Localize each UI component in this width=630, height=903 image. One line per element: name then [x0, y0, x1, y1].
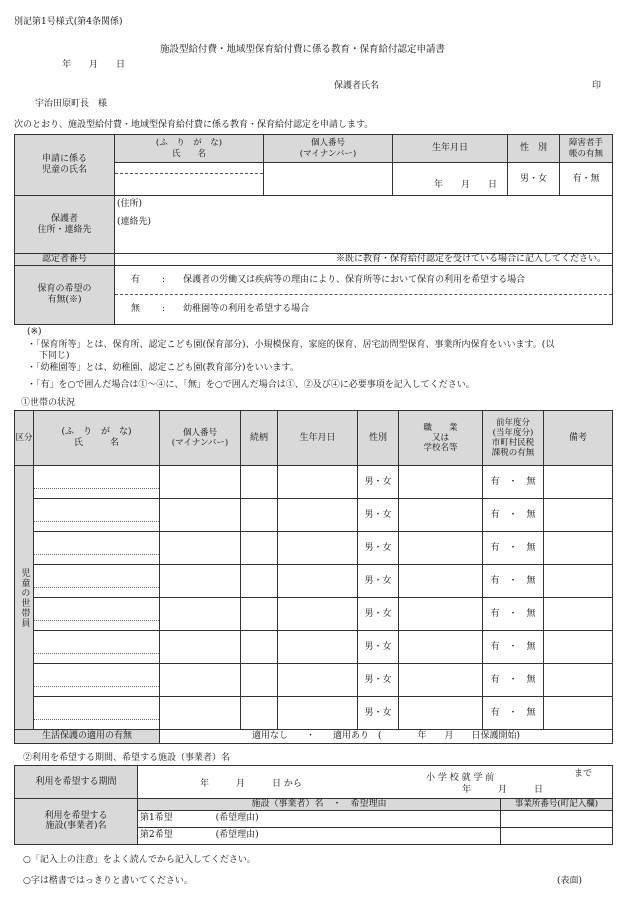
member-birthdate-cell[interactable] [278, 598, 358, 631]
table-row[interactable] [15, 565, 613, 598]
member-tax-cell[interactable]: 有 ・ 無 [483, 565, 544, 598]
intro-text: 次のとおり、施設型給付費・地域型保育給付費に係る教育・保育給付認定を申請します。 [14, 120, 374, 130]
child-name-field[interactable] [115, 163, 264, 196]
choice-1-field[interactable] [138, 810, 501, 827]
member-relation-cell[interactable] [241, 631, 278, 664]
mynumber-header: 個人番号 (マイナンバー) [264, 135, 393, 163]
disability-header: 障害者手 帳の有無 [560, 135, 613, 163]
household-side-label: 児童の世帯員 [15, 466, 34, 730]
member-mynumber-cell[interactable] [160, 466, 241, 499]
page-side-label: (表面) [557, 876, 583, 886]
note-2: ・「幼稚園等」とは、幼稚園、認定こども園(教育部分)をいいます。 [27, 363, 299, 373]
member-name-cell[interactable] [34, 697, 160, 730]
member-job-cell[interactable] [399, 664, 483, 697]
member-tax-cell[interactable]: 有 ・ 無 [483, 664, 544, 697]
note-3: ・「有」を○で囲んだ場合は①～④に、「無」を○で囲んだ場合は①、②及び④に必要事項を記入してください。 [27, 380, 475, 390]
member-birthdate-cell[interactable] [278, 565, 358, 598]
member-relation-cell[interactable] [241, 697, 278, 730]
choice-1-label: 第1希望 [140, 813, 173, 824]
member-remarks-cell[interactable] [544, 565, 613, 598]
child-name-label: 申請に係る 児童の氏名 [15, 135, 115, 196]
member-name-cell[interactable] [34, 565, 160, 598]
member-tax-cell[interactable]: 有 ・ 無 [483, 631, 544, 664]
table-row[interactable] [15, 466, 613, 499]
period-label: 利用を希望する期間 [15, 766, 138, 799]
birthdate-header: 生年月日 [393, 135, 508, 163]
member-mynumber-cell[interactable] [160, 532, 241, 565]
member-mynumber-header: 個人番号 (マイナンバー) [160, 411, 241, 466]
member-remarks-cell[interactable] [544, 532, 613, 565]
member-remarks-cell[interactable] [544, 631, 613, 664]
table-row[interactable] [15, 499, 613, 532]
table-row[interactable] [15, 664, 613, 697]
application-table [14, 134, 613, 325]
member-sex-cell[interactable]: 男・女 [358, 499, 399, 532]
household-section-title: ①世帯の状況 [21, 398, 76, 408]
member-job-cell[interactable] [399, 499, 483, 532]
member-relation-cell[interactable] [241, 565, 278, 598]
member-name-cell[interactable] [34, 598, 160, 631]
member-name-header: (ふ り が な) 氏 名 [34, 411, 160, 466]
period-school: 小 学 校 就 学 前 [426, 773, 495, 783]
guardian-label: 保護者 住所・連絡先 [15, 196, 115, 254]
member-job-cell[interactable] [399, 598, 483, 631]
notes-mark: (※) [27, 327, 42, 337]
member-remarks-cell[interactable] [544, 664, 613, 697]
guardian-name-label: 保護者氏名 [334, 81, 380, 91]
member-name-cell[interactable] [34, 664, 160, 697]
footer-note-2: ○字は楷書ではっきりと書いてください。 [23, 876, 193, 886]
facility-section-title: ②利用を希望する期間、希望する施設（事業者）名 [23, 753, 231, 763]
member-relation-cell[interactable] [241, 532, 278, 565]
member-name-cell[interactable] [34, 466, 160, 499]
date-line[interactable]: 年 月 日 [62, 60, 126, 70]
facility-name-header: 施設（事業者）名 ・ 希望理由 [138, 799, 501, 811]
sex-header: 性 別 [508, 135, 560, 163]
member-birthdate-cell[interactable] [278, 664, 358, 697]
guardian-address-field[interactable] [115, 196, 613, 254]
household-header-row [15, 411, 613, 466]
member-mynumber-cell[interactable] [160, 565, 241, 598]
form-number: 別記第1号様式(第4条関係) [14, 17, 123, 27]
table-row[interactable] [15, 631, 613, 664]
cert-number-field[interactable]: ※既に教育・保育給付認定を受けている場合に記入してください。 [115, 254, 613, 266]
note-1: ・「保育所等」とは、保育所、認定こども園(保育部分)、小規模保育、家庭的保育、居宅訪問型保育、事業所内保育をいいます。(以 [27, 340, 555, 350]
member-tax-cell[interactable]: 有 ・ 無 [483, 697, 544, 730]
choice-2-field[interactable] [138, 827, 501, 844]
childcare-no-option[interactable]: 無 : 幼稚園等の利用を希望する場合 [131, 304, 310, 315]
childcare-yes-option[interactable]: 有 : 保護者の労働又は疾病等の理由により、保育所等において保育の利用を希望する場合 [115, 266, 612, 295]
member-sex-cell[interactable]: 男・女 [358, 532, 399, 565]
job-header: 職 業 又は 学校名等 [399, 411, 483, 466]
member-birthdate-cell[interactable] [278, 466, 358, 499]
member-name-cell[interactable] [34, 631, 160, 664]
member-birthdate-header: 生年月日 [278, 411, 358, 466]
member-job-cell[interactable] [399, 631, 483, 664]
choice-1-reason: (希望理由) [215, 813, 259, 824]
member-relation-cell[interactable] [241, 664, 278, 697]
member-sex-cell[interactable]: 男・女 [358, 466, 399, 499]
childcare-wish-label: 保育の希望の 有無(※) [15, 266, 115, 325]
child-name-header: (ふ り が な) 氏 名 [115, 135, 264, 163]
member-relation-cell[interactable] [241, 499, 278, 532]
remarks-header: 備考 [544, 411, 613, 466]
member-job-cell[interactable] [399, 466, 483, 499]
member-birthdate-cell[interactable] [278, 499, 358, 532]
member-tax-cell[interactable]: 有 ・ 無 [483, 532, 544, 565]
period-from: 年 月 日 から [200, 779, 302, 789]
member-mynumber-cell[interactable] [160, 598, 241, 631]
member-remarks-cell[interactable] [544, 499, 613, 532]
member-mynumber-cell[interactable] [160, 499, 241, 532]
member-relation-cell[interactable] [241, 466, 278, 499]
member-sex-header: 性別 [358, 411, 399, 466]
seal-mark: 印 [592, 81, 602, 91]
member-mynumber-cell[interactable] [160, 697, 241, 730]
member-remarks-cell[interactable] [544, 466, 613, 499]
welfare-label: 生活保護の適用の有無 [15, 730, 160, 744]
member-sex-cell[interactable]: 男・女 [358, 565, 399, 598]
welfare-field[interactable]: 適用なし ・ 適用あり ( 年 月 日保護開始) [160, 730, 613, 744]
form-title: 施設型給付費・地域型保育給付費に係る教育・保育給付認定申請書 [160, 44, 446, 55]
member-tax-cell[interactable]: 有 ・ 無 [483, 499, 544, 532]
addressee: 宇治田原町長 様 [35, 99, 108, 109]
note-1b: 下同じ) [39, 351, 70, 361]
member-mynumber-cell[interactable] [160, 664, 241, 697]
child-birthdate-field[interactable]: 年 月 日 [393, 163, 508, 196]
office-number-header: 事業所番号(町記入欄) [501, 799, 613, 811]
member-tax-cell[interactable]: 有 ・ 無 [483, 466, 544, 499]
child-sex-field[interactable]: 男・女 [508, 163, 560, 196]
choice-2-reason: (希望理由) [215, 830, 259, 841]
choice-2-label: 第2希望 [140, 830, 173, 841]
member-name-cell[interactable] [34, 499, 160, 532]
member-job-cell[interactable] [399, 565, 483, 598]
facility-label: 利用を希望する 施設(事業者)名 [15, 799, 138, 845]
member-sex-cell[interactable]: 男・女 [358, 598, 399, 631]
facility-table [14, 765, 613, 845]
member-job-cell[interactable] [399, 697, 483, 730]
choice-1-office-field[interactable] [501, 810, 613, 827]
child-disability-field[interactable]: 有・無 [560, 163, 613, 196]
table-row[interactable] [15, 697, 613, 730]
period-to: 年 月 日 [462, 785, 544, 795]
cert-number-label: 認定者番号 [15, 254, 115, 266]
member-birthdate-cell[interactable] [278, 697, 358, 730]
member-relation-cell[interactable] [241, 598, 278, 631]
member-mynumber-cell[interactable] [160, 631, 241, 664]
address-label: (住所) [117, 199, 143, 209]
relation-header: 続柄 [241, 411, 278, 466]
footer-note-1: ○「記入上の注意」をよく読んでから記入してください。 [23, 855, 256, 865]
choice-2-office-field[interactable] [501, 827, 613, 844]
member-remarks-cell[interactable] [544, 598, 613, 631]
member-name-cell[interactable] [34, 532, 160, 565]
kubun-header: 区分 [15, 411, 34, 466]
tax-header: 前年度分 (当年度分) 市町村民税 課税の有無 [483, 411, 544, 466]
period-field[interactable] [138, 766, 613, 799]
member-job-cell[interactable] [399, 532, 483, 565]
childcare-wish-options[interactable] [115, 266, 613, 325]
child-mynumber-field[interactable] [264, 163, 393, 196]
period-until: まで [574, 769, 593, 779]
contact-label: (連絡先) [117, 216, 152, 227]
member-remarks-cell[interactable] [544, 697, 613, 730]
member-sex-cell[interactable]: 男・女 [358, 664, 399, 697]
member-tax-cell[interactable]: 有 ・ 無 [483, 598, 544, 631]
member-birthdate-cell[interactable] [278, 631, 358, 664]
member-birthdate-cell[interactable] [278, 532, 358, 565]
member-sex-cell[interactable]: 男・女 [358, 697, 399, 730]
table-row[interactable] [15, 532, 613, 565]
household-table [14, 410, 613, 744]
member-sex-cell[interactable]: 男・女 [358, 631, 399, 664]
table-row[interactable] [15, 598, 613, 631]
